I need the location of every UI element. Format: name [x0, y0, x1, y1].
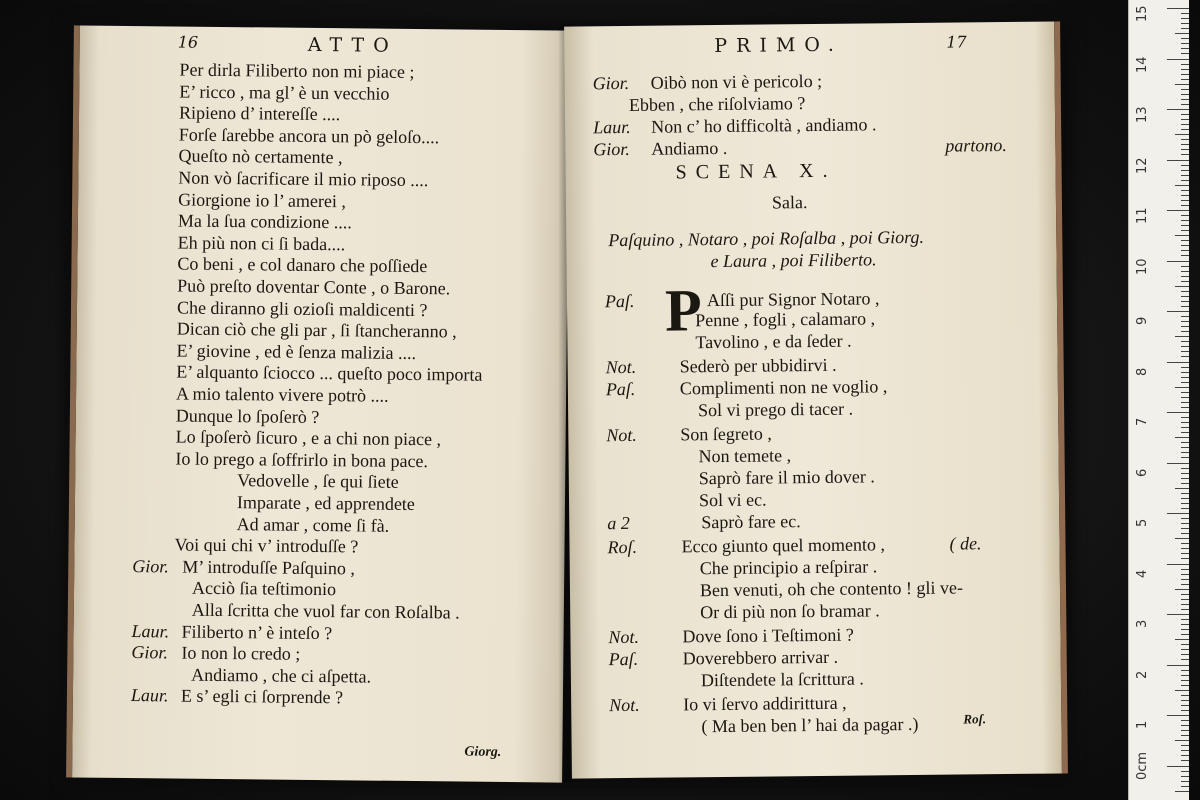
catchword-right: Roſ. [963, 711, 987, 727]
ruler-tick [1181, 69, 1189, 70]
ruler-tick [1181, 644, 1189, 645]
ruler-tick [1181, 720, 1189, 721]
verse-line: Acciò ſia teſtimonio [191, 578, 337, 600]
ruler-tick [1181, 417, 1189, 418]
ruler-tick [1181, 700, 1189, 701]
ruler-label: 11 [1135, 207, 1150, 224]
speaker-label: Laur. [593, 116, 631, 138]
ruler-tick [1181, 548, 1189, 549]
ruler-tick [1181, 503, 1189, 504]
ruler-tick [1181, 266, 1189, 267]
verse-line: Ebben , che riſolviamo ? [628, 93, 806, 115]
verse-line: Andiamo . [651, 137, 728, 159]
ruler-tick [1167, 210, 1189, 211]
ruler-tick [1181, 750, 1189, 751]
verse-line: Io vi ſervo addirittura , [683, 692, 847, 715]
verse-line: M’ introduſſe Paſquino , [182, 556, 356, 579]
ruler-tick [1181, 634, 1189, 635]
ruler-tick [1181, 447, 1189, 448]
verse-line: Imparate , ed apprendete [236, 492, 415, 515]
ruler-tick [1181, 654, 1189, 655]
speaker-label: Gior. [132, 555, 169, 577]
ruler-tick [1167, 261, 1189, 262]
verse-line: Dunque lo ſpoſerò ? [175, 405, 320, 427]
verse-line: Forſe ſarebbe ancora un pò geloſo.... [178, 124, 440, 148]
ruler-tick [1181, 301, 1189, 302]
ruler-tick [1167, 513, 1189, 514]
ruler-tick [1181, 165, 1189, 166]
ruler-tick [1181, 74, 1189, 75]
ruler-tick [1181, 457, 1189, 458]
ruler-tick [1167, 564, 1189, 565]
ruler-tick [1181, 276, 1189, 277]
ruler-tick [1181, 624, 1189, 625]
ruler-tick [1167, 614, 1189, 615]
ruler-label: 6 [1135, 468, 1150, 477]
ruler-tick [1175, 690, 1189, 691]
verse-line: Dican ciò che gli par , ſi ſtancheranno , [176, 318, 457, 342]
ruler-tick [1181, 230, 1189, 231]
left-page [66, 25, 570, 782]
verse-line: Voi qui chi v’ introduſſe ? [174, 534, 359, 557]
verse-line: Filiberto n’ è inteſo ? [181, 621, 333, 643]
ruler-tick [1175, 33, 1189, 34]
ruler-tick [1181, 271, 1189, 272]
ruler-tick [1175, 589, 1189, 590]
ruler-tick [1181, 468, 1189, 469]
ruler-tick [1181, 584, 1189, 585]
ruler-tick [1181, 735, 1189, 736]
ruler-tick [1181, 175, 1189, 176]
verse-line: Non temete , [698, 445, 792, 467]
ruler-tick [1181, 94, 1189, 95]
speaker-label: Gior. [131, 642, 169, 663]
speaker-label: Gior. [593, 138, 630, 160]
verse-line: Sederò per ubbidirvi . [679, 354, 837, 377]
verse-line: E s’ egli ci ſorprende ? [180, 685, 344, 708]
ruler-tick [1181, 200, 1189, 201]
speaker-label: Laur. [130, 685, 169, 706]
ruler-tick [1181, 473, 1189, 474]
ruler-tick [1181, 397, 1189, 398]
ruler-tick [1175, 84, 1189, 85]
ruler-label: 4 [1135, 569, 1150, 578]
ruler-tick [1175, 791, 1189, 792]
ruler-tick [1181, 326, 1189, 327]
verse-line: Ecco giunto quel momento , [681, 534, 886, 557]
verse-line: Saprò fare il mio dover . [698, 466, 875, 489]
ruler-tick [1181, 599, 1189, 600]
ruler-tick [1181, 670, 1189, 671]
ruler-tick [1175, 437, 1189, 438]
verse-line: Dove ſono i Teſtimoni ? [682, 624, 854, 647]
ruler-tick [1181, 367, 1189, 368]
ruler-label: 9 [1135, 316, 1150, 325]
ruler-tick [1181, 518, 1189, 519]
ruler-tick [1181, 48, 1189, 49]
ruler-tick [1181, 579, 1189, 580]
verse-line: Ma la ſua condizione .... [177, 210, 352, 233]
speaker-label: Gior. [592, 72, 630, 94]
ruler-tick [1181, 508, 1189, 509]
ruler-tick [1181, 685, 1189, 686]
measuring-ruler [1128, 0, 1189, 800]
ruler-tick [1181, 149, 1189, 150]
page-number-left: 16 [177, 32, 199, 52]
ruler-tick [1181, 760, 1189, 761]
verse-line: A mio talento vivere potrò .... [175, 383, 389, 406]
ruler-tick [1181, 705, 1189, 706]
ruler-tick [1181, 609, 1189, 610]
right-page [564, 21, 1068, 778]
ruler-tick [1181, 543, 1189, 544]
ruler-tick [1181, 331, 1189, 332]
ruler-tick [1181, 629, 1189, 630]
stage-direction: partono. [945, 134, 1007, 156]
ruler-tick [1181, 281, 1189, 282]
ruler-tick [1181, 124, 1189, 125]
ruler-tick [1167, 8, 1189, 9]
ruler-tick [1181, 402, 1189, 403]
cast-line-2: e Laura , poi Filiberto. [710, 249, 877, 272]
verse-line: Co beni , e col danaro che poſſiede [177, 253, 428, 277]
ruler-tick [1181, 114, 1189, 115]
verse-line: Non vò ſacrificare il mio riposo .... [178, 167, 429, 191]
ruler-tick [1181, 377, 1189, 378]
ruler-tick [1181, 23, 1189, 24]
ruler-tick [1181, 291, 1189, 292]
ruler-tick [1181, 478, 1189, 479]
ruler-tick [1181, 649, 1189, 650]
verse-line: Per dirla Filiberto non mi piace ; [179, 59, 415, 82]
ruler-tick [1181, 594, 1189, 595]
verse-line: Oibò non vi è pericolo ; [650, 70, 823, 93]
ruler-label: 15 [1135, 5, 1150, 22]
verse-line: Vedovelle , ſe qui ſiete [237, 470, 399, 493]
ruler-tick [1181, 356, 1189, 357]
ruler-tick [1175, 538, 1189, 539]
ruler-tick [1175, 639, 1189, 640]
ruler-tick [1181, 574, 1189, 575]
ruler-tick [1181, 432, 1189, 433]
ruler-tick [1167, 362, 1189, 363]
ruler-tick [1181, 659, 1189, 660]
verse-line: Tavolino , e da ſeder . [695, 330, 852, 353]
verse-line: Giorgione io l’ amerei , [178, 189, 347, 211]
ruler-tick [1181, 64, 1189, 65]
verse-line: Ben venuti, oh che contento ! gli ve- [699, 577, 964, 601]
verse-line: Ad amar , come ſi fà. [236, 513, 390, 536]
ruler-tick [1181, 250, 1189, 251]
ruler-label: 10 [1135, 257, 1150, 275]
ruler-tick [1181, 154, 1189, 155]
ruler-tick [1181, 13, 1189, 14]
ruler-tick [1181, 745, 1189, 746]
ruler-tick [1181, 43, 1189, 44]
ruler-tick [1181, 180, 1189, 181]
cast-line-1: Paſquino , Notaro , poi Roſalba , poi Giorg. [608, 226, 925, 251]
scene-title: SCENA X. [675, 159, 837, 184]
ruler-tick [1181, 255, 1189, 256]
ruler-tick [1181, 523, 1189, 524]
ruler-tick [1181, 528, 1189, 529]
verse-line: Non c’ ho difficoltà , andiamo . [651, 114, 877, 137]
ruler-label: 8 [1135, 367, 1150, 376]
ruler-tick [1175, 235, 1189, 236]
speaker-label: Not. [608, 626, 640, 648]
ruler-tick [1181, 316, 1189, 317]
verse-line: Or di più non ſo bramar . [700, 600, 880, 623]
ruler-tick [1181, 771, 1189, 772]
verse-line: Complimenti non ne voglio , [679, 376, 888, 399]
scene-place: Sala. [771, 192, 808, 213]
ruler-tick [1167, 311, 1189, 312]
verse-line: Andiamo , che ci aſpetta. [191, 664, 372, 687]
ruler-tick [1181, 604, 1189, 605]
ruler-tick [1181, 351, 1189, 352]
ruler-label: 0cm [1135, 751, 1150, 780]
ruler-tick [1175, 185, 1189, 186]
verse-line: Alla ſcritta che vuol far con Roſalba . [191, 599, 460, 623]
ruler-tick [1181, 205, 1189, 206]
ruler-tick [1167, 463, 1189, 464]
verse-line: E’ alquanto ſciocco ... queſto poco importa [176, 361, 483, 386]
ruler-tick [1181, 89, 1189, 90]
ruler-tick [1181, 144, 1189, 145]
verse-line: Può preſto doventar Conte , o Barone. [177, 275, 451, 299]
catchword-left: Giorg. [464, 744, 502, 760]
stage-direction: ( de. [949, 533, 982, 554]
ruler-tick [1181, 215, 1189, 216]
verse-line: Eh più non ci ſi bada.... [177, 232, 346, 255]
verse-line: Sol vi ec. [698, 489, 767, 511]
ruler-tick [1181, 710, 1189, 711]
ruler-tick [1175, 740, 1189, 741]
ruler-tick [1181, 195, 1189, 196]
ruler-tick [1181, 53, 1189, 54]
verse-line: Son ſegreto , [680, 423, 772, 445]
ruler-tick [1181, 695, 1189, 696]
ruler-tick [1181, 558, 1189, 559]
ruler-tick [1181, 296, 1189, 297]
ruler-tick [1181, 483, 1189, 484]
ruler-tick [1167, 412, 1189, 413]
verse-line: Ripieno d’ intereſſe .... [178, 102, 341, 125]
ruler-tick [1181, 38, 1189, 39]
ruler-tick [1181, 220, 1189, 221]
ruler-tick [1181, 382, 1189, 383]
ruler-tick [1181, 372, 1189, 373]
speaker-label: Paſ. [604, 290, 635, 312]
ruler-tick [1181, 452, 1189, 453]
speaker-label: Not. [605, 356, 637, 378]
verse-line: Saprò fare ec. [701, 511, 801, 533]
ruler-tick [1175, 387, 1189, 388]
running-header-left: ATTO [307, 33, 398, 57]
ruler-tick [1167, 160, 1189, 161]
speaker-label: Roſ. [607, 536, 638, 558]
ruler-tick [1181, 553, 1189, 554]
ruler-label: 2 [1135, 670, 1150, 679]
verse-line: Io lo prego a ſoffrirlo in bona pace. [175, 448, 429, 471]
verse-line: Penne , fogli , calamaro , [695, 308, 876, 331]
ruler-tick [1181, 139, 1189, 140]
ruler-tick [1181, 170, 1189, 171]
speaker-label: Not. [606, 424, 637, 446]
verse-line: Io non lo credo ; [181, 642, 301, 665]
speaker-label: a 2 [607, 512, 630, 534]
ruler-tick [1181, 245, 1189, 246]
ruler-tick [1181, 781, 1189, 782]
ruler-tick [1167, 665, 1189, 666]
ruler-tick [1181, 569, 1189, 570]
ruler-tick [1181, 493, 1189, 494]
ruler-tick [1167, 766, 1189, 767]
drop-cap-letter: P [664, 277, 703, 344]
ruler-tick [1181, 786, 1189, 787]
ruler-tick [1181, 422, 1189, 423]
ruler-tick [1181, 28, 1189, 29]
ruler-tick [1167, 59, 1189, 60]
ruler-label: 5 [1135, 518, 1150, 527]
ruler-tick [1181, 730, 1189, 731]
ruler-label: 12 [1135, 156, 1150, 174]
ruler-tick [1181, 99, 1189, 100]
ruler-tick [1175, 336, 1189, 337]
ruler-tick [1181, 119, 1189, 120]
speaker-label: Laur. [131, 620, 170, 642]
verse-line: Diſtendete la ſcrittura . [700, 668, 864, 691]
verse-line: Che diranno gli ozioſi maldicenti ? [176, 297, 428, 320]
ruler-tick [1181, 392, 1189, 393]
ruler-label: 7 [1135, 417, 1150, 426]
ruler-tick [1167, 109, 1189, 110]
ruler-tick [1167, 715, 1189, 716]
ruler-tick [1181, 619, 1189, 620]
verse-line: ( Ma ben ben l’ hai da pagar .) [701, 713, 919, 737]
verse-line: Aſſi pur Signor Notaro , [706, 288, 880, 311]
verse-line: Che principio a reſpirar . [699, 556, 878, 579]
verse-line: Doverebbero arrivar . [682, 646, 839, 669]
ruler-tick [1181, 680, 1189, 681]
ruler-label: 1 [1135, 720, 1150, 729]
ruler-tick [1175, 488, 1189, 489]
ruler-tick [1181, 321, 1189, 322]
ruler-tick [1181, 533, 1189, 534]
verse-line: E’ ricco , ma gl’ è un vecchio [179, 81, 390, 104]
ruler-tick [1181, 675, 1189, 676]
ruler-tick [1181, 225, 1189, 226]
ruler-tick [1181, 129, 1189, 130]
ruler-tick [1181, 725, 1189, 726]
ruler-tick [1181, 427, 1189, 428]
page-number-right: 17 [946, 32, 967, 52]
ruler-tick [1181, 18, 1189, 19]
verse-line: Queſto nò certamente , [178, 145, 343, 168]
ruler-tick [1181, 407, 1189, 408]
speaker-label: Paſ. [608, 648, 639, 670]
ruler-label: 3 [1135, 619, 1150, 628]
ruler-tick [1181, 240, 1189, 241]
ruler-tick [1181, 755, 1189, 756]
ruler-tick [1175, 134, 1189, 135]
ruler-tick [1181, 498, 1189, 499]
ruler-tick [1181, 442, 1189, 443]
ruler-tick [1175, 286, 1189, 287]
verse-line: Sol vi prego di tacer . [697, 398, 854, 421]
ruler-tick [1181, 104, 1189, 105]
ruler-tick [1181, 79, 1189, 80]
verse-line: E’ giovine , ed è ſenza malizia .... [176, 340, 417, 363]
ruler-tick [1181, 190, 1189, 191]
ruler-label: 13 [1135, 106, 1150, 123]
speaker-label: Paſ. [605, 378, 636, 400]
ruler-tick [1181, 776, 1189, 777]
ruler-tick [1181, 346, 1189, 347]
running-header-right: PRIMO. [714, 33, 843, 58]
verse-line: Lo ſpoſerò ſicuro , e a chi non piace , [175, 426, 442, 450]
ruler-tick [1181, 341, 1189, 342]
ruler-tick [1181, 306, 1189, 307]
speaker-label: Not. [609, 694, 640, 716]
ruler-label: 14 [1135, 55, 1150, 73]
